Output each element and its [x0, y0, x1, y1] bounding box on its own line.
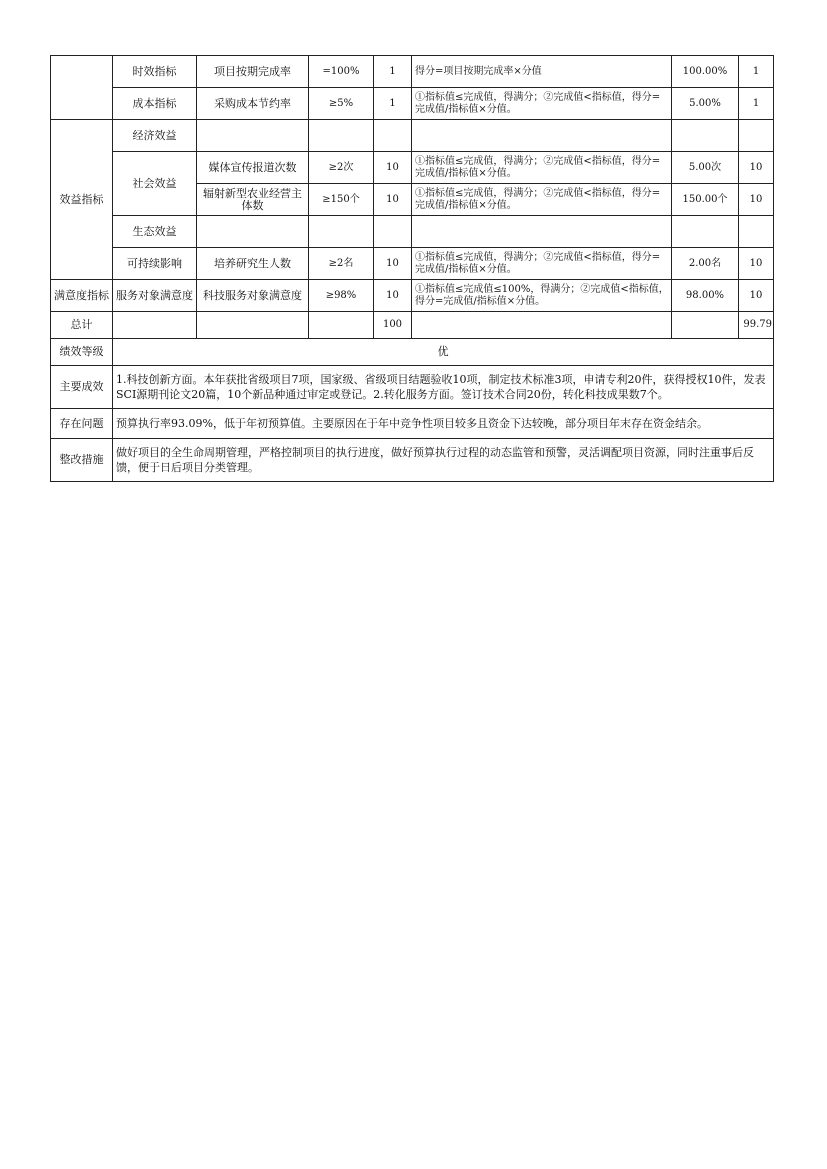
- metric-formula: ①指标值≤完成值，得满分；②完成值<指标值，得分=完成值/指标值×分值。: [412, 88, 672, 120]
- empty-cell: [374, 120, 412, 152]
- indicator-cost: 成本指标: [113, 88, 197, 120]
- metric-target: =100%: [309, 56, 374, 88]
- metric-score: 1: [739, 56, 774, 88]
- table-row-ecological: [51, 216, 774, 248]
- benefit-group-cell: 效益指标: [51, 120, 113, 280]
- table-row-cost: [51, 88, 774, 120]
- measures-label: 整改措施: [51, 439, 113, 482]
- achievements-text: 1.科技创新方面。本年获批省级项目7项，国家级、省级项目结题验收10项，制定技术标准3项，申请专利20件，获得授权10件，发表SCI源期刊论文20篇，10个新品种通过审定或登记。2.转化服务方面。签订技术合同20份，转化科技成果数7个。: [113, 366, 774, 409]
- metric-actual: 98.00%: [672, 280, 739, 312]
- total-weight: 100: [374, 312, 412, 339]
- empty-cell: [412, 216, 672, 248]
- empty-cell: [309, 312, 374, 339]
- metric-name: 科技服务对象满意度: [197, 280, 309, 312]
- metric-name: 媒体宣传报道次数: [197, 152, 309, 184]
- empty-cell: [309, 216, 374, 248]
- empty-cell: [672, 216, 739, 248]
- empty-cell: [739, 120, 774, 152]
- metric-score: 10: [739, 184, 774, 216]
- metric-actual: 5.00%: [672, 88, 739, 120]
- metric-actual: 100.00%: [672, 56, 739, 88]
- empty-cell: [412, 312, 672, 339]
- achievements-label: 主要成效: [51, 366, 113, 409]
- output-indicator-group-cell: [51, 56, 113, 120]
- empty-cell: [113, 312, 197, 339]
- metric-score: 1: [739, 88, 774, 120]
- metric-score: 10: [739, 280, 774, 312]
- total-label: 总计: [51, 312, 113, 339]
- empty-cell: [672, 120, 739, 152]
- metric-weight: 1: [374, 56, 412, 88]
- table-row-grade: [51, 339, 774, 366]
- empty-cell: [374, 216, 412, 248]
- satisfaction-group-cell: 满意度指标: [51, 280, 113, 312]
- metric-target: ≥2名: [309, 248, 374, 280]
- metric-score: 10: [739, 152, 774, 184]
- table-row-economic: [51, 120, 774, 152]
- indicator-economic: 经济效益: [113, 120, 197, 152]
- measures-text: 做好项目的全生命周期管理，严格控制项目的执行进度，做好预算执行过程的动态监管和预警，灵活调配项目资源，同时注重事后反馈，便于日后项目分类管理。: [113, 439, 774, 482]
- empty-cell: [309, 120, 374, 152]
- metric-formula: ①指标值≤完成值，得满分；②完成值<指标值，得分=完成值/指标值×分值。: [412, 152, 672, 184]
- metric-weight: 10: [374, 184, 412, 216]
- indicator-sustainable: 可持续影响: [113, 248, 197, 280]
- empty-cell: [197, 312, 309, 339]
- empty-cell: [739, 216, 774, 248]
- metric-actual: 2.00名: [672, 248, 739, 280]
- indicator-satisfaction: 服务对象满意度: [113, 280, 197, 312]
- grade-label: 绩效等级: [51, 339, 113, 366]
- table-row-timeliness: [51, 56, 774, 88]
- metric-actual: 150.00个: [672, 184, 739, 216]
- metric-score: 10: [739, 248, 774, 280]
- indicator-timeliness: 时效指标: [113, 56, 197, 88]
- empty-cell: [197, 120, 309, 152]
- empty-cell: [412, 120, 672, 152]
- metric-actual: 5.00次: [672, 152, 739, 184]
- metric-weight: 1: [374, 88, 412, 120]
- problems-text: 预算执行率93.09%，低于年初预算值。主要原因在于年中竞争性项目较多且资金下达较晚，部分项目年末存在资金结余。: [113, 409, 774, 439]
- empty-cell: [672, 312, 739, 339]
- metric-formula: 得分=项目按期完成率×分值: [412, 56, 672, 88]
- metric-weight: 10: [374, 248, 412, 280]
- grade-value: 优: [113, 339, 774, 366]
- table-row-total: [51, 312, 774, 339]
- performance-table: [50, 55, 774, 482]
- table-row-satisfaction: [51, 280, 774, 312]
- metric-formula: ①指标值≤完成值，得满分；②完成值<指标值，得分=完成值/指标值×分值。: [412, 184, 672, 216]
- metric-name: 采购成本节约率: [197, 88, 309, 120]
- metric-formula: ①指标值≤完成值≤100%，得满分；②完成值<指标值，得分=完成值/指标值×分值。: [412, 280, 672, 312]
- table-row-achievements: [51, 366, 774, 409]
- metric-target: ≥5%: [309, 88, 374, 120]
- indicator-ecological: 生态效益: [113, 216, 197, 248]
- metric-weight: 10: [374, 152, 412, 184]
- metric-formula: ①指标值≤完成值，得满分；②完成值<指标值，得分=完成值/指标值×分值。: [412, 248, 672, 280]
- table-row-measures: [51, 439, 774, 482]
- metric-weight: 10: [374, 280, 412, 312]
- metric-name: 辐射新型农业经营主体数: [197, 184, 309, 216]
- metric-name: 项目按期完成率: [197, 56, 309, 88]
- table-row-sustainable: [51, 248, 774, 280]
- table-row-social-1: [51, 152, 774, 184]
- metric-name: 培养研究生人数: [197, 248, 309, 280]
- indicator-social: 社会效益: [113, 152, 197, 216]
- empty-cell: [197, 216, 309, 248]
- metric-target: ≥2次: [309, 152, 374, 184]
- metric-target: ≥150个: [309, 184, 374, 216]
- table-row-problems: [51, 409, 774, 439]
- total-score: 99.79: [739, 312, 774, 339]
- metric-target: ≥98%: [309, 280, 374, 312]
- problems-label: 存在问题: [51, 409, 113, 439]
